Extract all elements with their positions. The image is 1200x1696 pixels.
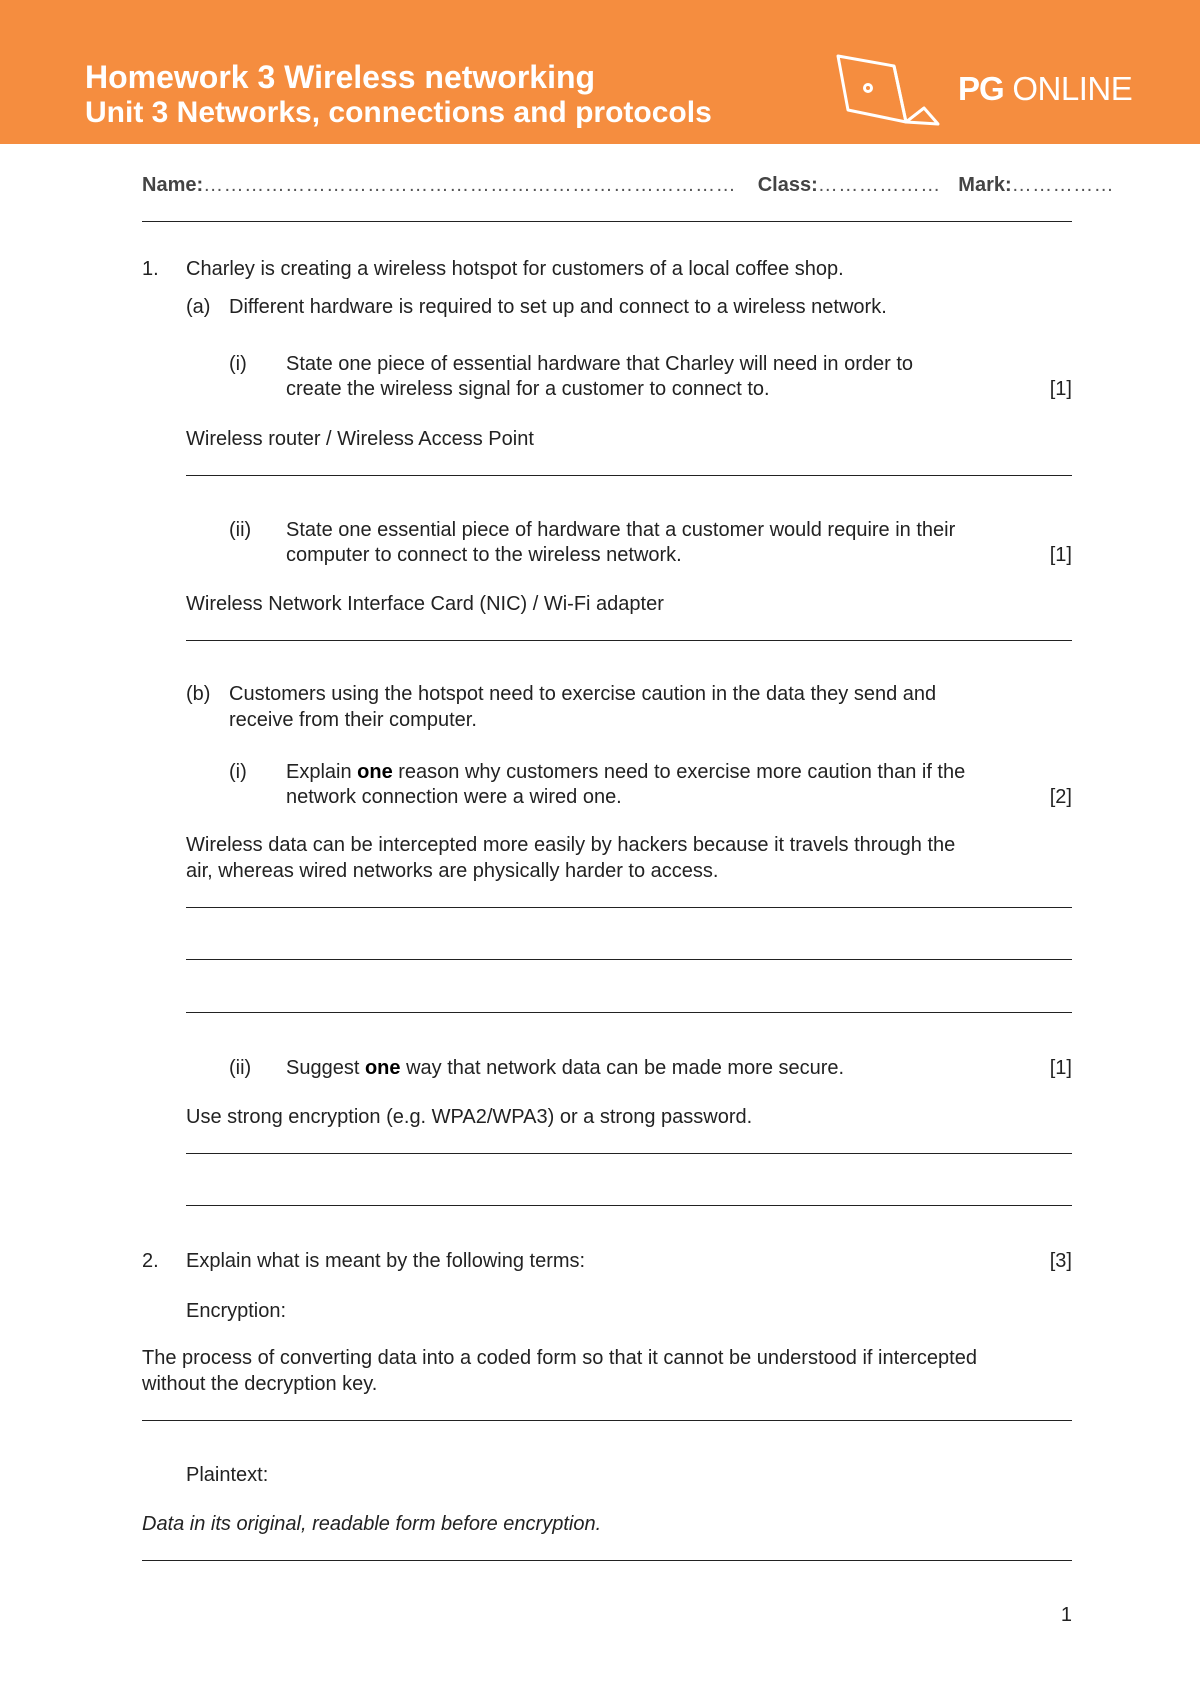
- q1bi-marks: [2]: [1049, 786, 1072, 808]
- answer-line: [186, 959, 1072, 960]
- q2-text: Explain what is meant by the following terms:: [186, 1250, 586, 1272]
- q1-number: 1.: [142, 258, 159, 280]
- header-banner: [0, 0, 1200, 144]
- q1b-line1: Customers using the hotspot need to exercise caution in the data they send and: [229, 683, 937, 705]
- q1aii-line1: State one essential piece of hardware that a customer would require in their: [286, 519, 956, 541]
- mark-label: Mark:: [958, 174, 1012, 196]
- q1bi-answer-line1[interactable]: Wireless data can be intercepted more easily by hackers because it travels through the: [186, 834, 956, 856]
- q1bi-line2: network connection were a wired one.: [286, 786, 622, 808]
- q1a-label: (a): [186, 296, 211, 318]
- q1a-text: Different hardware is required to set up and connect to a wireless network.: [229, 296, 887, 318]
- q1b-label: (b): [186, 683, 211, 705]
- page-subtitle: Unit 3 Networks, connections and protocols: [85, 96, 712, 129]
- answer-line: [142, 1560, 1072, 1561]
- q1bi-line1: Explain one reason why customers need to exercise more caution than if the: [286, 761, 966, 783]
- q1bii-keyword: one: [364, 1057, 401, 1079]
- q1ai-line1: State one piece of essential hardware that Charley will need in order to: [286, 353, 914, 375]
- q1bii-line1: Suggest one way that network data can be made more secure.: [286, 1057, 845, 1079]
- q1b-line2: receive from their computer.: [229, 709, 477, 731]
- q1bi-keyword: one: [357, 761, 393, 783]
- q2-answer-encryption-line2[interactable]: without the decryption key.: [142, 1373, 378, 1395]
- name-field[interactable]: ……………………………………………………………………: [203, 174, 737, 196]
- q1aii-label: (ii): [229, 519, 252, 541]
- q2-term-plaintext: Plaintext:: [186, 1464, 269, 1486]
- q2-marks: [3]: [1049, 1250, 1072, 1272]
- q1ai-line2: create the wireless signal for a customer to connect to.: [286, 378, 770, 400]
- q1bii-label: (ii): [229, 1057, 252, 1079]
- answer-line: [186, 640, 1072, 641]
- answer-line: [186, 475, 1072, 476]
- q2-answer-encryption-line1[interactable]: The process of converting data into a coded form so that it cannot be understood if intercepted: [142, 1347, 977, 1369]
- brand-logo: PG ONLINE: [958, 70, 1133, 107]
- page-number: 1: [1060, 1604, 1072, 1626]
- laptop-icon: [832, 50, 942, 130]
- q1ai-label: (i): [229, 353, 247, 375]
- student-details: [142, 174, 1114, 197]
- page-title: Homework 3 Wireless networking: [85, 59, 596, 95]
- q1ai-answer[interactable]: Wireless router / Wireless Access Point: [186, 428, 534, 450]
- q1bii-answer[interactable]: Use strong encryption (e.g. WPA2/WPA3) or a strong password.: [186, 1106, 753, 1128]
- q1bi-answer-line2[interactable]: air, whereas wired networks are physically harder to access.: [186, 860, 719, 882]
- divider: [142, 221, 1072, 222]
- class-label: Class:: [757, 174, 818, 196]
- q1aii-answer[interactable]: Wireless Network Interface Card (NIC) / Wi-Fi adapter: [186, 593, 664, 615]
- q1aii-marks: [1]: [1049, 544, 1072, 566]
- q1bii-marks: [1]: [1049, 1057, 1072, 1079]
- q2-answer-plaintext[interactable]: Data in its original, readable form before encryption.: [142, 1513, 602, 1535]
- answer-line: [142, 1420, 1072, 1421]
- answer-line: [186, 1205, 1072, 1206]
- q1ai-marks: [1]: [1049, 378, 1072, 400]
- q2-number: 2.: [142, 1250, 159, 1272]
- answer-line: [186, 907, 1072, 908]
- class-field[interactable]: ………………: [817, 174, 941, 196]
- q2-term-encryption: Encryption:: [186, 1300, 287, 1322]
- answer-line: [186, 1012, 1072, 1013]
- answer-line: [186, 1153, 1072, 1154]
- q1bi-label: (i): [229, 761, 247, 783]
- mark-field[interactable]: ……………: [1011, 174, 1115, 196]
- name-label: Name:: [142, 174, 204, 196]
- q1-text: Charley is creating a wireless hotspot for customers of a local coffee shop.: [186, 258, 844, 280]
- q1aii-line2: computer to connect to the wireless network.: [286, 544, 682, 566]
